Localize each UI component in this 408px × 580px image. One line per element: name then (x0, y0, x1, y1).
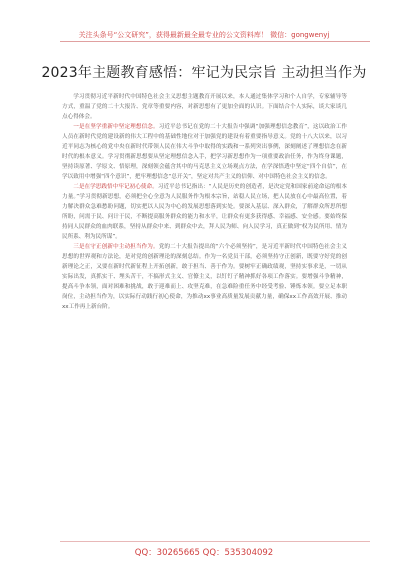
paragraph-text: 习近平总书记在党的二十大报告中强调“加强理想信念教育”，这以政治工作人员在新时代党的建设新的伟大工程中的基础性地位对于加强党的建设有着重要指导意义。党的十八大以来，以习近平同志为核心的党中央在新时代带领人民在伟大斗争中取得的实践和一系列突出事例，深刻阐述了理想信念在新时代的根本意义。学习贯彻新思想要从坚定理想信念入手，把学习新思想作为一项重要政治任务，作为终身课题，坚持读原著、学原文、悟原理，深刻领会蕴含其中的马克思主义立场观点方法，在学深悟透中坚定“四个自信”，在学以致用中增强“四个意识”，把牢理想信念“总开关”，坚定对共产主义的信仰、对中国特色社会主义的信念。 (62, 124, 347, 180)
paragraph-lead: 一是在坚学重新中坚定理想信念。 (73, 124, 159, 130)
section-paragraph-3 (62, 242, 347, 312)
section-paragraph-1 (62, 122, 347, 182)
paragraph-text: 习近平总书记指出：“人民是历史的创造者，是决定党和国家前途命运的根本力量。”学习贯彻新思想，必须把全心全意为人民服务作为根本宗旨，站稳人民立场，把人民放在心中最高位置，着力解决群众急难愁盼问题，切实把以人民为中心的发展思想落到实处。要深入基层、深入群众，了解群众所思所想所盼，问需于民、问计于民，不断提高服务群众的能力和水平，让群众有更多获得感、幸福感、安全感。要始终保持同人民群众的血肉联系，坚持从群众中来、到群众中去，拜人民为师、向人民学习，真正做到“权为民所用、情为民所系、利为民所谋”。 (62, 184, 347, 240)
paragraph-text: 党的二十大报告提出的“六个必须坚持”，是习近平新时代中国特色社会主义思想的世界观和方法论，是对党的创新理论的深刻总结。作为一名党员干部，必须坚持守正创新，既要守好党的创新理论之正，又要在新时代新征程上开拓创新，敢于担当、善于作为。要树牢正确政绩观，坚持实事求是，一切从实际出发，真抓实干、埋头苦干，不搞形式主义、官僚主义，以钉钉子精神抓好各项工作落实。要增强斗争精神，提高斗争本领，面对困难和挑战，敢于迎难而上、攻坚克难，在急难险重任务中经受考验、锤炼本领。要立足本职岗位，主动担当作为，以实际行动践行初心使命，为推动xx事业高质量发展贡献力量，确保xx工作高效开展、推动xx工作再上新台阶。 (62, 244, 347, 310)
paragraph-text: 学习贯彻习近平新时代中国特色社会主义思想主题教育开展以来，本人通过集体学习和个人自学，专家辅导等方式，重温了党的二十大报告、党章等重要内容，对新思想有了更加全面的认识。下面结合个人实际，谈大家谈几点心得体会。 (62, 94, 347, 120)
paragraph-lead: 三是在守正创新中主动担当作为。 (73, 244, 159, 250)
header-divider (60, 41, 370, 42)
header-banner: 关注头条号“公文研究”，获得最新最全最专业的公文资料库！ 微信：gongwenyj (78, 31, 330, 39)
section-paragraph-2 (62, 182, 347, 242)
document-body (62, 92, 347, 312)
footer-banner: QQ：30265665 QQ：535304092 (134, 548, 274, 558)
footer-divider (60, 541, 370, 542)
document-title: 2023年主题教育感悟：牢记为民宗旨 主动担当作为 (41, 65, 367, 81)
paragraph-lead: 二是在学思践悟中牢记初心使命。 (73, 184, 158, 190)
intro-paragraph (62, 92, 347, 122)
